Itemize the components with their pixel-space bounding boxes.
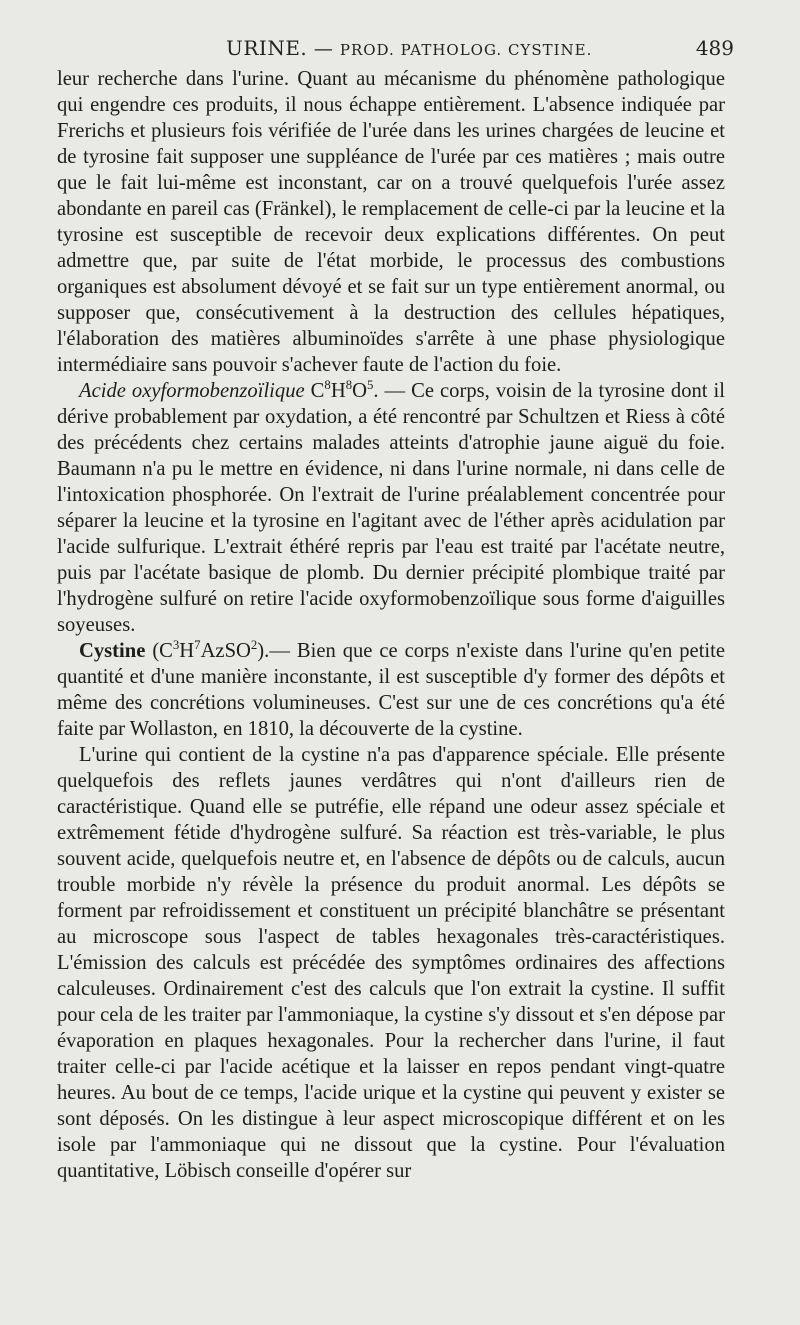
paragraph-3-text: — Bien que ce corps n'existe dans l'urine qu'en petite quantité et d'une manière inconstante, il est susceptible d'y former des dépôts et même des concrétions volumineuses. C'est sur une de ces concrétions qu'a été faite par Wollaston, en 1810, la découverte de la cystine. [57,640,725,740]
paragraph-2 [57,378,725,638]
header-section: PROD. PATHOLOG. CYSTINE. [339,41,593,59]
header-separator: — [313,38,334,60]
page-number: 489 [695,36,734,60]
header-left-title: URINE. [226,36,308,60]
formula-oxyformobenzoilique: $C^8H^8O^5$ [310,378,374,402]
paragraph-1: leur recherche dans l'urine. Quant au mécanisme du phénomène pathologique qui engendre ces produits, il nous échappe entièrement. L'absence indiquée par Frerichs et plusieurs fois vérifiée de l'urée dans les urines chargées de leucine et de tyrosine fait supposer une suppléance de l'urée par ces matières ; mais outre que le fait lui-même est inconstant, car on a trouvé quelquefois l'urée assez abondante en pareil cas (Fränkel), le remplacement de celle-ci par la leucine et la tyrosine est susceptible de recevoir deux explications différentes. On peut admettre que, par suite de l'état morbide, le processus des combustions organiques est absolument dévoyé et se fait sur un type entièrement anormal, ou supposer que, consécutivement à la destruction des cellules hépatiques, l'élaboration des matières albuminoïdes s'arrête à une phase physiologique intermédiaire sans pouvoir s'achever faute de l'action du foie. [57,68,725,376]
page-body [57,66,725,1184]
header-title [226,36,592,60]
formula-cystine: $(C^3H^7AzSO^2)$. [152,638,270,662]
term-cystine: Cystine [79,640,146,662]
paragraph-2-text: . — Ce corps, voisin de la tyrosine dont il dérive probablement par oxydation, a été rencontré par Schultzen et Riess à côté des précédents chez certains malades atteints d'atrophie jaune aiguë du foie. Baumann n'a pu le mettre en évidence, ni dans l'urine normale, ni dans celle de l'intoxication phosphorée. On l'extrait de l'urine préalablement concentrée pour séparer la leucine et la tyrosine en l'agitant avec de l'éther après acidulation par l'acide sulfurique. L'extrait éthéré repris par l'eau est traité par l'acétate neutre, puis par l'acétate basique de plomb. Du dernier précipité plombique traité par l'hydrogène sulfuré on retire l'acide oxyformobenzoïlique sous forme d'aiguilles soyeuses. [57,380,725,636]
paragraph-4: L'urine qui contient de la cystine n'a pas d'apparence spéciale. Elle présente quelquefois des reflets jaunes verdâtres qui n'ont d'ailleurs rien de caractéristique. Quand elle se putréfie, elle répand une odeur assez spéciale et extrêmement fétide d'hydrogène sulfuré. Sa réaction est très-variable, le plus souvent acide, quelquefois neutre et, en l'absence de dépôts ou de calculs, aucun trouble morbide n'y révèle la présence du produit anormal. Les dépôts se forment par refroidissement et constituent un précipité blanchâtre se présentant au microscope sous l'aspect de tables hexagonales très-caractéristiques. L'émission des calculs est précédée des symptômes ordinaires des affections calculeuses. Ordinairement c'est des calculs que l'on extrait la cystine. Il suffit pour cela de les traiter par l'ammoniaque, la cystine s'y dissout et s'en dépose par évaporation en plaques hexagonales. Pour la rechercher dans l'urine, il faut traiter celle-ci par l'acide acétique et la laisser en repos pendant vingt-quatre heures. Au bout de ce temps, l'acide urique et la cystine qui peuvent y exister se sont déposés. On les distingue à leur aspect microscopique différent et on les isole par l'ammoniaque qui ne dissout que la cystine. Pour l'évaluation quantitative, Löbisch conseille d'opérer sur [57,744,725,1182]
term-acide-oxyformobenzoilique: Acide oxyformobenzoïlique [79,380,305,402]
paragraph-3 [57,638,725,742]
